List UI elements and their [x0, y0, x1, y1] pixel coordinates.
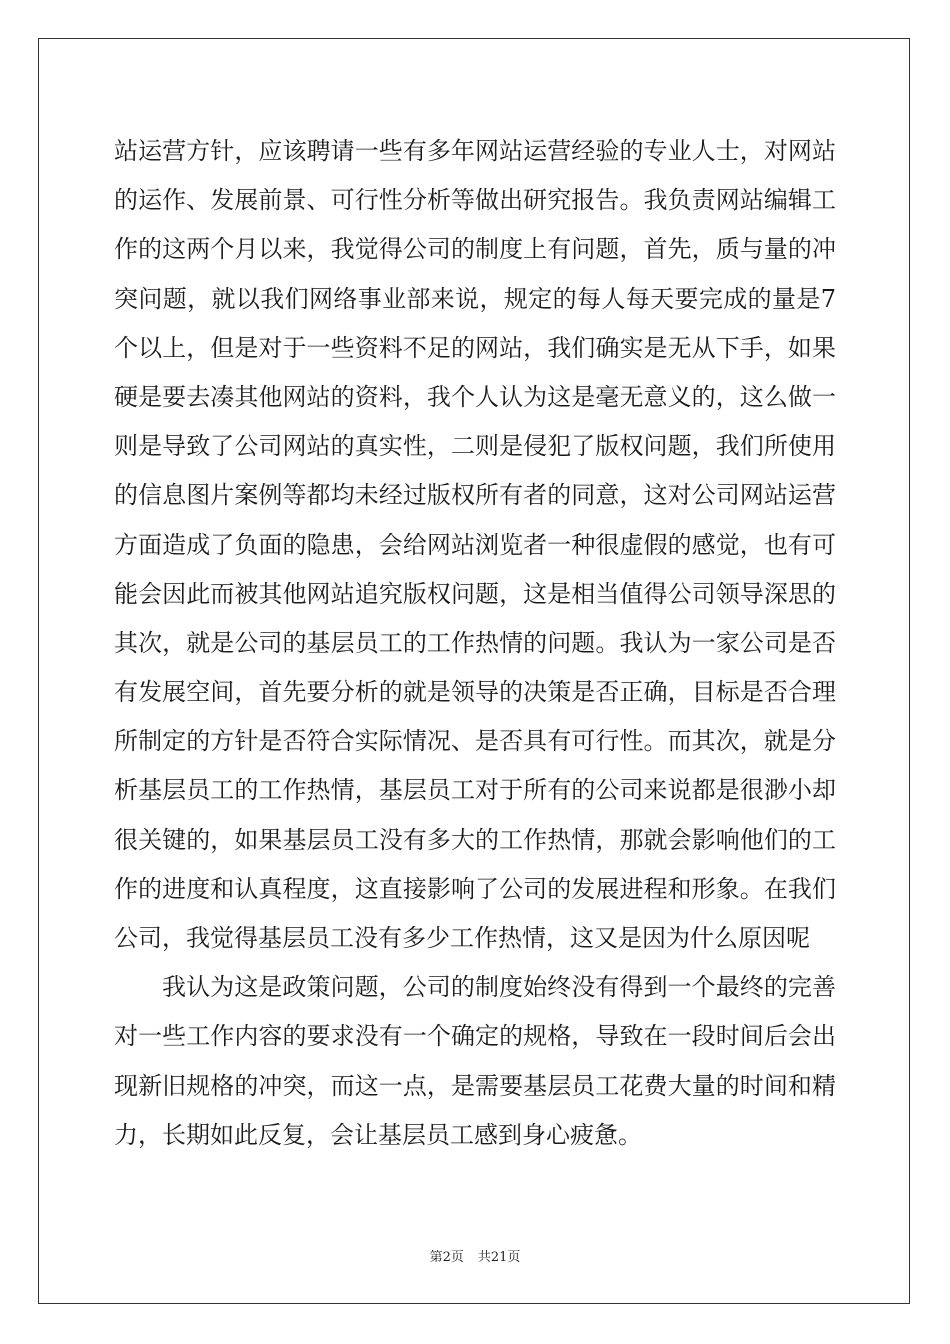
page-total: 共21页	[477, 1250, 521, 1265]
text-line: 方面造成了负面的隐患，会给网站浏览者一种很虚假的感觉，也有可	[114, 530, 836, 559]
text-line: 对一些工作内容的要求没有一个确定的规格，导致在一段时间后会出	[114, 1022, 836, 1051]
text-line: 的运作、发展前景、可行性分析等做出研究报告。我负责网站编辑工	[114, 186, 836, 215]
paragraph-end-line: 公司，我觉得基层员工没有多少工作热情，这又是因为什么原因呢	[114, 924, 810, 952]
text-line: 很关键的，如果基层员工没有多大的工作热情，那就会影响他们的工	[114, 825, 836, 854]
text-line: 所制定的方针是否符合实际情况、是否具有可行性。而其次，就是分	[114, 727, 836, 756]
text-line: 则是导致了公司网站的真实性，二则是侵犯了版权问题，我们所使用	[114, 432, 836, 461]
text-line: 作的进度和认真程度，这直接影响了公司的发展进程和形象。在我们	[114, 874, 836, 903]
text-line: 作的这两个月以来，我觉得公司的制度上有问题，首先，质与量的冲	[114, 235, 836, 264]
text-line: 个以上，但是对于一些资料不足的网站，我们确实是无从下手，如果	[114, 333, 836, 362]
text-line: 硬是要去凑其他网站的资料，我个人认为这是毫无意义的，这么做一	[114, 382, 836, 411]
text-line: 有发展空间，首先要分析的就是领导的决策是否正确，目标是否合理	[114, 678, 836, 707]
page-number: 第2页	[429, 1250, 464, 1265]
paragraph-start-line: 我认为这是政策问题，公司的制度始终没有得到一个最终的完善	[162, 973, 836, 1002]
text-line: 析基层员工的工作热情，基层员工对于所有的公司来说都是很渺小却	[114, 776, 836, 805]
text-line: 现新旧规格的冲突，而这一点，是需要基层员工花费大量的时间和精	[114, 1071, 836, 1100]
text-line: 的信息图片案例等都均未经过版权所有者的同意，这对公司网站运营	[114, 481, 836, 510]
text-line: 能会因此而被其他网站追究版权问题，这是相当值得公司领导深思的	[114, 579, 836, 608]
document-body	[114, 127, 836, 1160]
paragraph-end-line: 力，长期如此反复，会让基层员工感到身心疲惫。	[114, 1120, 642, 1149]
text-line: 突问题，就以我们网络事业部来说，规定的每人每天要完成的量是7	[114, 284, 836, 313]
text-line: 其次，就是公司的基层员工的工作热情的问题。我认为一家公司是否	[114, 628, 836, 657]
text-line: 站运营方针，应该聘请一些有多年网站运营经验的专业人士，对网站	[114, 137, 836, 165]
page-footer	[0, 1246, 950, 1265]
